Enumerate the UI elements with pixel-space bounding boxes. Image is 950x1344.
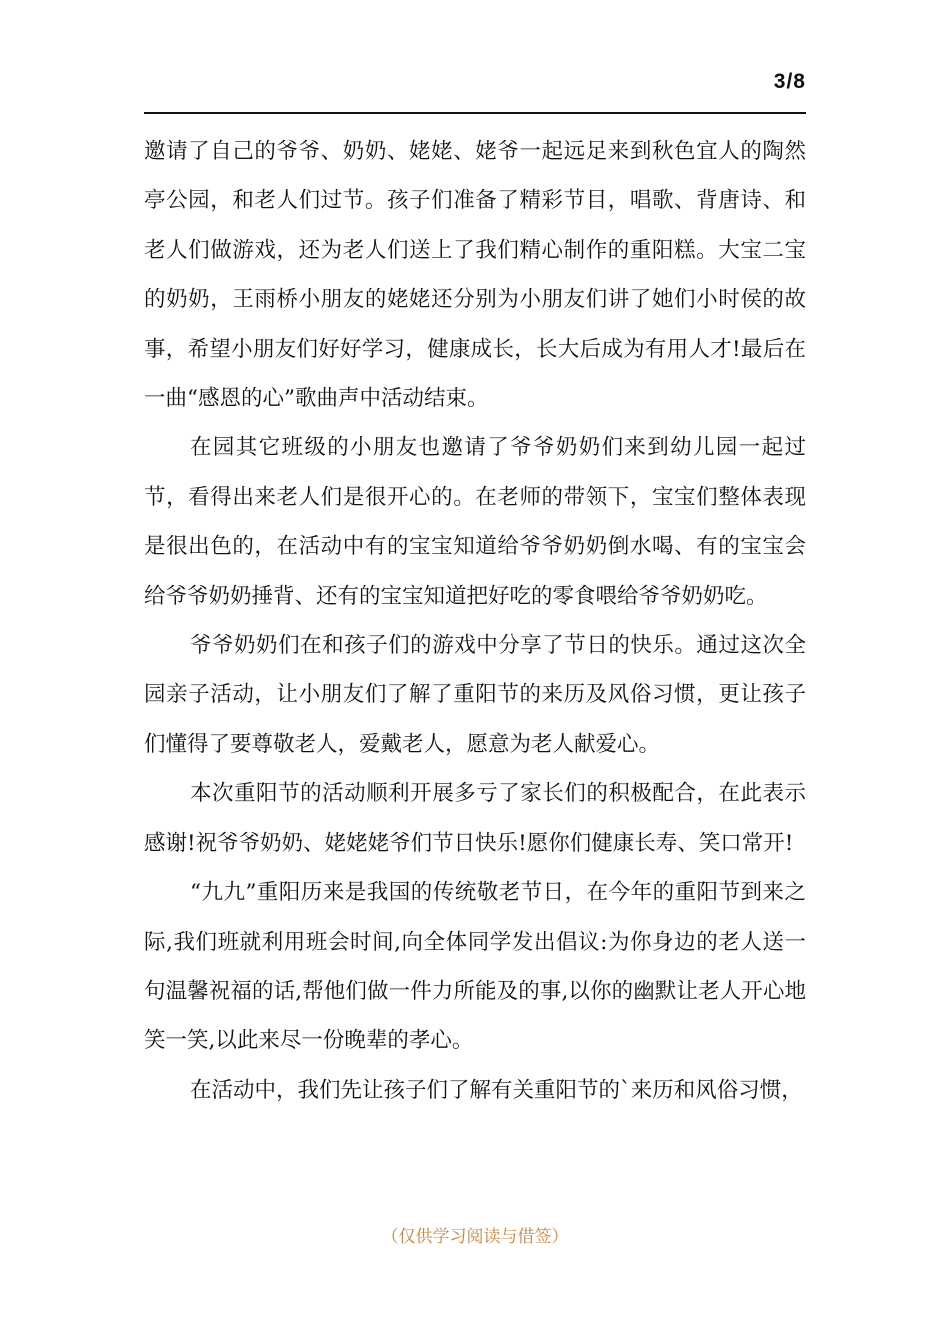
paragraph-other-classes: 在园其它班级的小朋友也邀请了爷爷奶奶们来到幼儿园一起过节，看得出来老人们是很开心的。在老师的带领下，宝宝们整体表现是很出色的，在活动中有的宝宝知道给爷爷奶奶倒水喝、有的宝宝会给爷爷奶奶捶背、还有的宝宝知道把好吃的零食喂给爷爷奶奶吃。 — [144, 435, 806, 609]
paragraph-activity-start: 在活动中，我们先让孩子们了解有关重阳节的`来历和风俗习惯， — [190, 1077, 803, 1103]
footer-note: （仅供学习阅读与借签） — [381, 1227, 569, 1247]
page-number: 3/8 — [773, 70, 806, 93]
paragraph-thanks: 本次重阳节的活动顺利开展多亏了家长们的积极配合，在此表示感谢!祝爷爷奶奶、姥姥姥爷们节日快乐!愿你们健康长寿、笑口常开! — [144, 781, 806, 856]
paragraph-double-ninth: “九九”重阳历来是我国的传统敬老节日，在今年的重阳节到来之际,我们班就利用班会时间,向全体同学发出倡议:为你身边的老人送一句温馨祝福的话,帮他们做一件力所能及的事,以你的幽默让老人开心地笑一笑,以此来尽一份晚辈的孝心。 — [144, 880, 806, 1054]
paragraph-continuation: 邀请了自己的爷爷、奶奶、姥姥、姥爷一起远足来到秋色宜人的陶然亭公园，和老人们过节。孩子们准备了精彩节目，唱歌、背唐诗、和老人们做游戏，还为老人们送上了我们精心制作的重阳糕。大宝二宝的奶奶，王雨桥小朋友的姥姥还分别为小朋友们讲了她们小时侯的故事，希望小朋友们好好学习，健康成长，长大后成为有用人才!最后在一曲“感恩的心”歌曲声中活动结束。 — [144, 139, 806, 412]
header-rule — [144, 112, 806, 114]
paragraph-sharing-joy: 爷爷奶奶们在和孩子们的游戏中分享了节日的快乐。通过这次全园亲子活动，让小朋友们了解了重阳节的来历及风俗习惯，更让孩子们懂得了要尊敬老人，爱戴老人，愿意为老人献爱心。 — [144, 633, 806, 757]
document-body — [144, 127, 806, 1115]
